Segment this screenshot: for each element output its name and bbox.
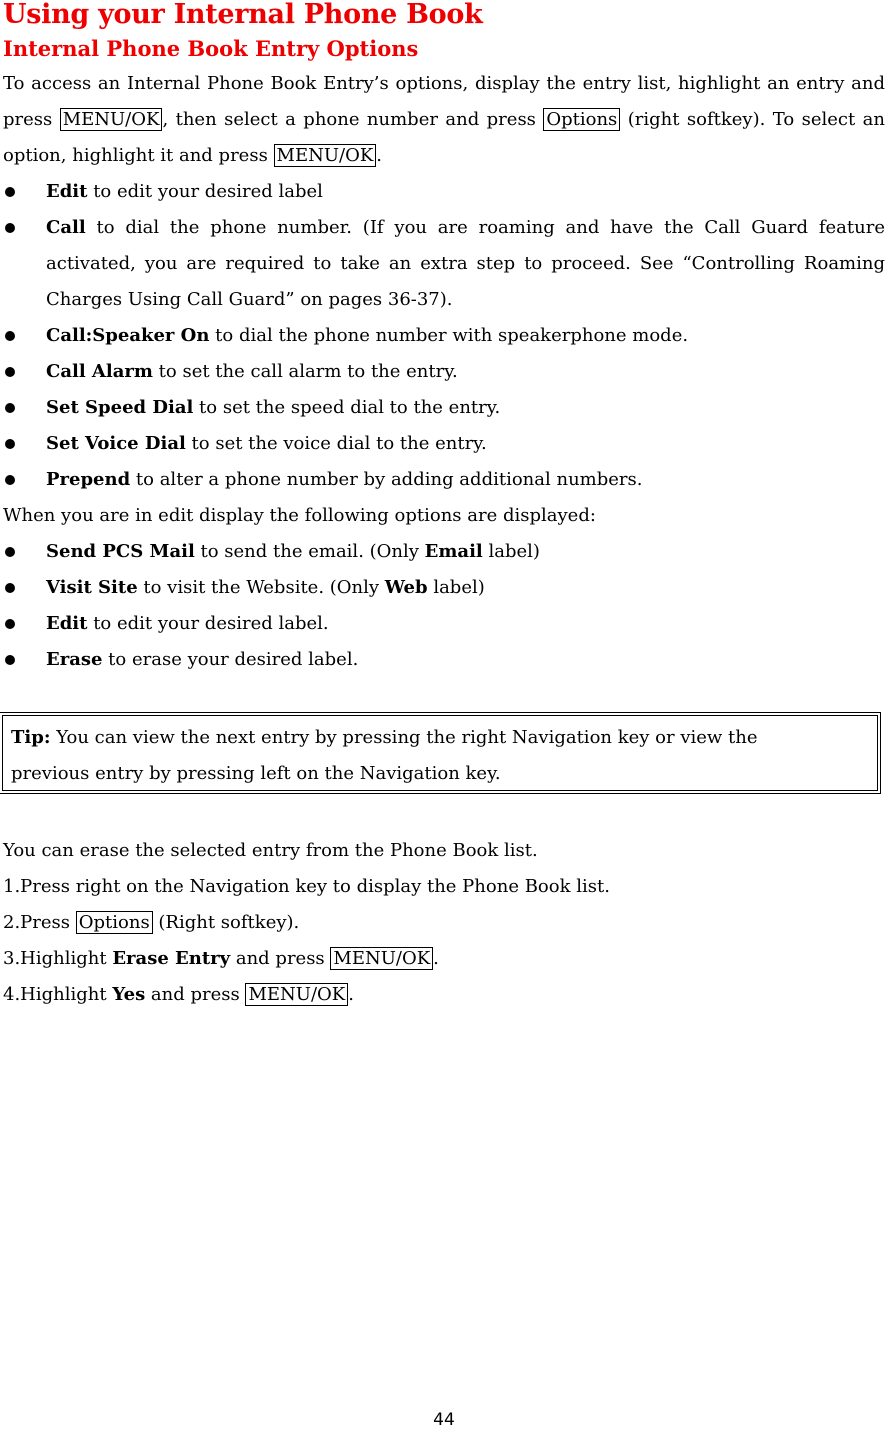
tip-text: previous entry by pressing left on the Navigation key.: [11, 763, 501, 784]
option-term: Call:Speaker On: [46, 325, 210, 346]
list-item: [3, 426, 885, 462]
option-desc: to alter a phone number by adding additional numbers.: [130, 469, 643, 490]
edit-intro: When you are in edit display the following options are displayed:: [3, 505, 596, 526]
erase-intro: You can erase the selected entry from the Phone Book list.: [3, 840, 538, 861]
step-text: and press: [230, 948, 331, 969]
option-term: Email: [424, 541, 483, 562]
step-text: .: [348, 984, 354, 1005]
option-term: Visit Site: [46, 577, 138, 598]
option-desc: to erase your desired label.: [102, 649, 359, 670]
options-key: Options: [543, 108, 620, 131]
intro-text-2: , then select a phone number and press: [162, 109, 544, 130]
option-desc: to edit your desired label.: [87, 613, 329, 634]
step-text: and press: [145, 984, 246, 1005]
option-desc: label): [427, 577, 485, 598]
intro-text-3: (right softkey). To select an option, highlight it and press: [3, 109, 885, 166]
options-key: Options: [76, 911, 153, 934]
option-desc: to visit the Website. (Only: [137, 577, 385, 598]
step-text: 3.Highlight: [3, 948, 113, 969]
list-item: [3, 462, 885, 498]
list-item: [3, 570, 885, 606]
list-item: [3, 390, 885, 426]
option-desc: to edit your desired label: [87, 181, 323, 202]
section-title: Internal Phone Book Entry Options: [3, 36, 419, 61]
bullet-icon: [5, 547, 15, 557]
option-desc: to dial the phone number with speakerphone mode.: [209, 325, 689, 346]
menu-ok-key: MENU/OK: [274, 144, 377, 167]
option-desc: to send the email. (Only: [194, 541, 425, 562]
option-desc: to set the speed dial to the entry.: [193, 397, 501, 418]
erase-step-4: [3, 977, 354, 1013]
intro-text-1: To access an Internal Phone Book Entry’s options, display the entry list, highlight an entry and press: [3, 73, 885, 130]
option-desc: to dial the phone number. (If you are roaming and have the Call Guard feature activated, you are required to take an extra step to proceed. See “Controlling Roaming Charges Using Call Guard” on pages 36-37).: [46, 217, 885, 310]
option-desc: label): [482, 541, 540, 562]
erase-step-2: [3, 905, 299, 941]
step-text: .: [433, 948, 439, 969]
menu-ok-key: MENU/OK: [245, 983, 348, 1006]
intro-paragraph: [3, 66, 885, 174]
list-item: [3, 642, 885, 678]
bullet-icon: [5, 655, 15, 665]
option-term: Set Voice Dial: [46, 433, 186, 454]
menu-ok-key: MENU/OK: [60, 108, 163, 131]
intro-text-4: .: [376, 145, 383, 166]
option-term: Send PCS Mail: [46, 541, 195, 562]
option-term: Call: [46, 217, 86, 238]
list-item: [3, 606, 885, 642]
bullet-icon: [5, 583, 15, 593]
option-desc: to set the voice dial to the entry.: [185, 433, 487, 454]
option-term: Call Alarm: [46, 361, 153, 382]
list-item: [3, 534, 885, 570]
step-text: 2.Press: [3, 912, 76, 933]
step-text: 4.Highlight: [3, 984, 113, 1005]
option-desc: to set the call alarm to the entry.: [152, 361, 458, 382]
bullet-icon: [5, 367, 15, 377]
erase-step-1: 1.Press right on the Navigation key to display the Phone Book list.: [3, 876, 610, 897]
option-term: Yes: [112, 984, 146, 1005]
list-item: [3, 174, 885, 210]
tip-box: [2, 715, 878, 791]
option-term: Erase: [46, 649, 103, 670]
option-term: Web: [384, 577, 428, 598]
menu-ok-key: MENU/OK: [330, 947, 433, 970]
step-text: (Right softkey).: [152, 912, 300, 933]
bullet-icon: [5, 619, 15, 629]
option-term: Edit: [46, 181, 88, 202]
option-term: Set Speed Dial: [46, 397, 194, 418]
tip-label: Tip:: [11, 727, 51, 748]
erase-step-3: [3, 941, 439, 977]
page-title: Using your Internal Phone Book: [3, 0, 483, 30]
list-item: [3, 318, 885, 354]
option-term: Edit: [46, 613, 88, 634]
bullet-icon: [5, 403, 15, 413]
page-number: 44: [433, 1410, 455, 1430]
bullet-icon: [5, 187, 15, 197]
bullet-icon: [5, 439, 15, 449]
option-term: Erase Entry: [112, 948, 231, 969]
list-item: [3, 354, 885, 390]
bullet-icon: [5, 223, 15, 233]
bullet-icon: [5, 475, 15, 485]
tip-text: You can view the next entry by pressing the right Navigation key or view the: [50, 727, 758, 748]
option-term: Prepend: [46, 469, 131, 490]
bullet-icon: [5, 331, 15, 341]
list-item: [3, 210, 885, 318]
